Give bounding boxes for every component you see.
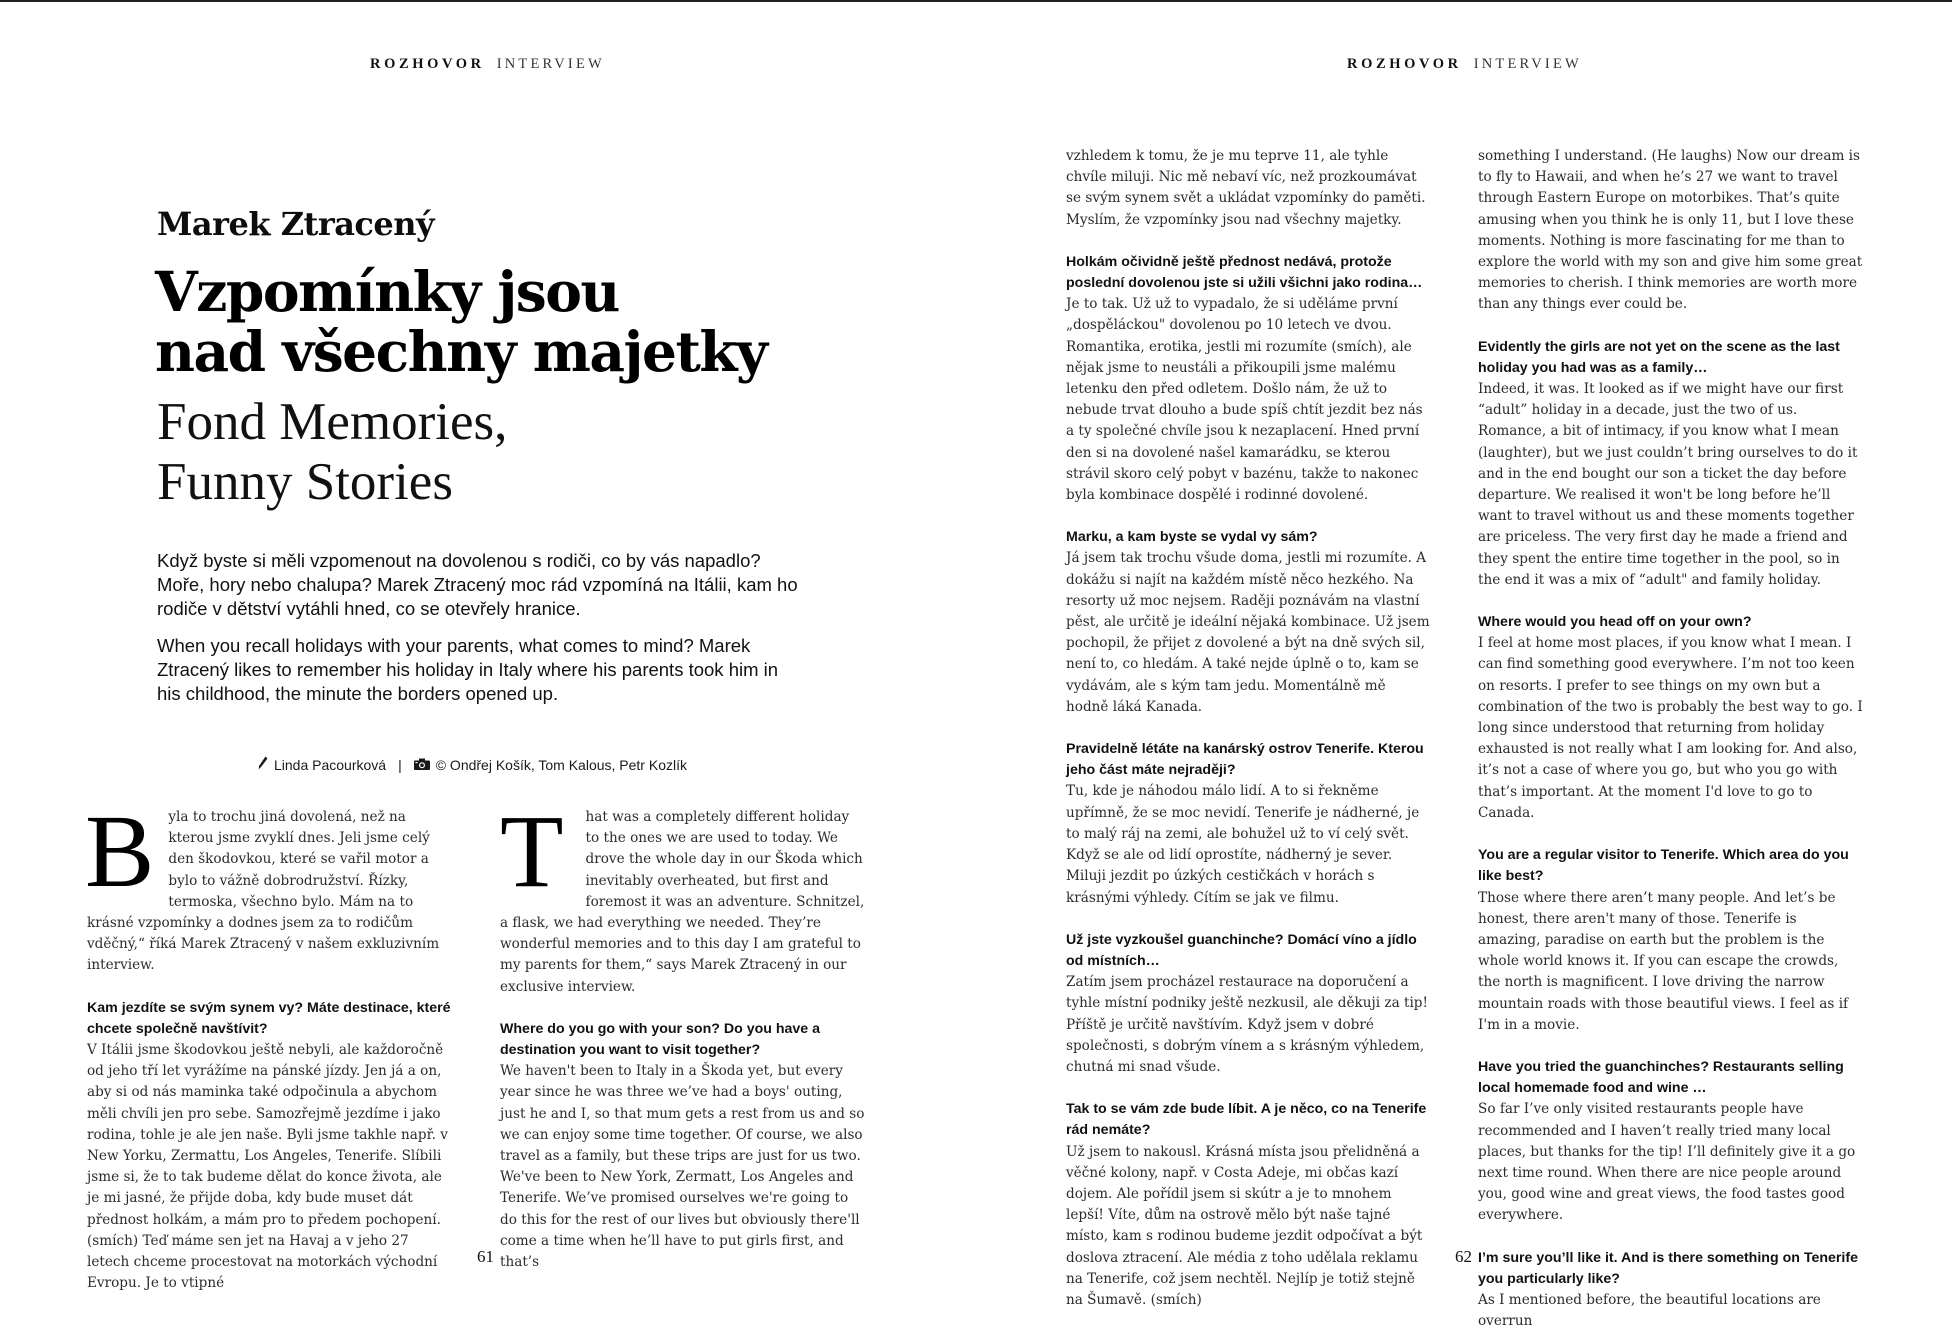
intro-czech: Když byste si měli vzpomenout na dovolenou s rodiči, co by vás napadlo? Moře, hory nebo chalupa? Marek Ztracený moc rád vzpomíná na Itálii, kam ho rodiče v dětství vytáhli hned, co se otevřely hranice. bbox=[157, 550, 798, 619]
camera-icon bbox=[414, 757, 430, 773]
drop-cap: B bbox=[85, 794, 155, 909]
intro-english: When you recall holidays with your parents, what comes to mind? Marek Ztracený likes to remember his holiday in Italy where his parents took him in his childhood, the minute the borders opened up. bbox=[157, 635, 779, 704]
interview-question: Pravidelně létáte na kanárský ostrov Tenerife. Kterou jeho část máte nejraději? bbox=[1066, 741, 1424, 779]
interview-question: Evidently the girls are not yet on the scene as the last holiday you had was as a family… bbox=[1478, 338, 1840, 376]
byline-separator: | bbox=[398, 756, 402, 773]
running-head-right bbox=[1347, 56, 1582, 73]
interview-answer: I feel at home most places, if you know what I mean. I can find something good everywhere. I’m not too keen on resorts. I prefer to see things on my own but a combination of the two is probably the best way to go. I long since understood that returning from holiday exhausted is not really what I am looking for. And also, it’s not a case of where you go, but who you go with that’s important. At the moment I'd love to go to Canada. bbox=[1478, 635, 1863, 821]
body-column-english-2 bbox=[1478, 146, 1863, 1332]
body-column-czech-1 bbox=[85, 794, 452, 1294]
page-number-right: 62 bbox=[1455, 1247, 1472, 1266]
interview-question: Where do you go with your son? Do you have a destination you want to visit together? bbox=[500, 1020, 821, 1059]
interview-question: Kam jezdíte se svým synem vy? Máte destinace, které chcete společně navštívit? bbox=[87, 999, 451, 1037]
interviewee-name: Marek Ztracený bbox=[157, 205, 435, 243]
interview-answer: V Itálii jsme škodovkou ještě nebyli, ale každoročně od jeho tří let vyrážíme na pánské jízdy. Jen já a on, aby si od nás maminka také odpočinula a abychom měli chvíli jen pro sebe. Samozřejmě jezdíme i jako rodina, tohle je ale jen naše. Byli jsme takhle např. v New Yorku, Zermattu, Los Angeles, Tenerife. Slíbili jsme si, že to tak budeme dělat do konce života, ale je mi jasné, že přijde doba, kdy bude muset dát přednost holkám, a mám pro to předem pochopení. (smích) Teď máme sen jet na Havaj a v jeho 27 letech chceme procestovat na motorkách východní Evropu. Je to vtipné bbox=[87, 1042, 448, 1292]
interview-question: You are a regular visitor to Tenerife. Which area do you like best? bbox=[1478, 847, 1849, 885]
interview-question: Have you tried the guanchinches? Restaurants selling local homemade food and wine … bbox=[1478, 1058, 1844, 1097]
interview-answer: As I mentioned before, the beautiful locations are overrun bbox=[1478, 1291, 1821, 1330]
headline-czech bbox=[155, 259, 767, 384]
pencil-icon bbox=[258, 756, 268, 773]
interview-answer: Už jsem to nakousl. Krásná místa jsou přelidněná a věčné kolony, např. v Costa Adeje, mi občas kazí dojem. Ale pořídil jsem si skútr a je to mnohem lepší! Víte, dům na ostrově mělo být naše tajné místo, kam s rodinou budeme jezdit odpočívat a být doslova ztracení. Ale média z toho udělala reklamu na Tenerife, což jsem nechtěl. Nejlíp je totiž stejně na Šumavě. (smích) bbox=[1066, 1143, 1423, 1308]
interview-question: Marku, a kam byste se vydal vy sám? bbox=[1066, 529, 1318, 546]
photo-credits: © Ondřej Košík, Tom Kalous, Petr Kozlík bbox=[435, 756, 687, 773]
section-label: ROZHOVOR bbox=[370, 56, 485, 72]
headline-line: Fond Memories, bbox=[157, 393, 508, 451]
author-name: Linda Pacourková bbox=[274, 756, 387, 773]
interview-answer: Je to tak. Už už to vypadalo, že si uděláme první „dospěláckou" dovolenou po 10 letech ve dvou. Romantika, erotika, jestli mi rozumíte (smích), ale nějak jsme to neustáli a přikoupili jsme malému letenku den před odletem. Došlo nám, že už to nebude trvat dlouho a bude spíš chtít jezdit bez nás a ty společné chvíle jsou k nezaplacení. Hned první den si na dovolené našel kamarádku, se kterou strávil skoro celý pobyt v bazénu, takže to nakonec byla kombinace dospělé i rodinné dovolené. bbox=[1066, 296, 1423, 504]
interview-question: Tak to se vám zde bude líbit. A je něco, co na Tenerife rád nemáte? bbox=[1066, 1101, 1427, 1139]
interview-answer: Those where there aren’t many people. And let’s be honest, there aren't many of those. Tenerife is amazing, paradise on earth but the problem is the whole world knows it. If you can escape the crowds, the north is magnificent. I love driving the narrow mountain roads with those beautiful views. I feel as if I'm in a movie. bbox=[1478, 889, 1849, 1033]
interview-question: I’m sure you’ll like it. And is there something on Tenerife you particularly like? bbox=[1478, 1249, 1858, 1287]
section-label-en: INTERVIEW bbox=[496, 56, 605, 72]
top-edge-rule bbox=[0, 0, 1952, 2]
body-column-english-1 bbox=[500, 794, 865, 1273]
headline-english bbox=[157, 392, 507, 512]
interview-answer: We haven't been to Italy in a Škoda yet, but every year since he was three we’ve had a boys' outing, just he and I, so that mum gets a rest from us and so we can enjoy some time together. Of course, we also travel as a family, but these trips are just for us two. We've been to New York, Zermatt, Los Angeles and Tenerife. We’ve promised ourselves we're going to do this for the rest of our lives but obviously there'll come a time when he’ll have to put girls first, and that’s bbox=[500, 1063, 865, 1271]
section-label-en: INTERVIEW bbox=[1473, 56, 1582, 72]
interview-question: Už jste vyzkoušel guanchinche? Domácí víno a jídlo od místních… bbox=[1066, 931, 1417, 969]
interview-answer: Tu, kde je náhodou málo lidí. A to si řekněme upřímně, že se moc nevidí. Tenerife je nádherné, je to malý ráj na zemi, ale bohužel už to ví celý svět. Když se ale od lidí oprostíte, nádherný je sever. Miluji jezdit po úzkých cestičkách v horách s krásnými výhledy. Cítím se jak ve filmu. bbox=[1066, 783, 1420, 906]
page-number-left: 61 bbox=[477, 1247, 494, 1266]
drop-cap: T bbox=[500, 794, 564, 909]
interview-answer: Já jsem tak trochu všude doma, jestli mi rozumíte. A dokážu si najít na každém místě něco hezkého. Na resorty už moc nejsem. Raději poznávám na vlastní pěst, ale určitě je ideální nějaká kombinace. Už jsem pochopil, že přijet z dovolené a být na dně svých sil, není to, co hledám. A také nejde úplně o to, kam se vydávám, ale s kým tam jedu. Momentálně mě hodně láká Kanada. bbox=[1066, 550, 1430, 715]
lead-paragraph: B yla to trochu jiná dovolená, než na kterou jsme zvyklí dnes. Jeli jsme celý den škodovkou, které se vařil motor a bylo to vážně dobrodružství. Řízky, termoska, všechno bylo. Mám na to krásné vzpomínky a dodnes jsem za to rodičům vděčný,“ říká Marek Ztracený v našem exkluzivním interview. bbox=[85, 794, 440, 974]
interview-answer: So far I’ve only visited restaurants people have recommended and I haven’t really tried many local places, but thanks for the tip! I’ll definitely give it a go next time round. When there are nice people around you, good wine and great views, the food tastes good everywhere. bbox=[1478, 1101, 1856, 1224]
byline bbox=[258, 756, 687, 773]
interview-answer: Zatím jsem procházel restaurace na doporučení a tyhle místní podniky ještě nezkusil, ale děkuji za tip! Příště je určitě navštívím. Když jsem v dobré společnosti, s dobrým vínem a s krásným výhledem, chutná mi snad všude. bbox=[1066, 974, 1428, 1075]
body-column-czech-2 bbox=[1066, 146, 1431, 1311]
section-label: ROZHOVOR bbox=[1347, 56, 1462, 72]
running-head-left bbox=[370, 56, 605, 73]
interview-question: Where would you head off on your own? bbox=[1478, 614, 1752, 631]
lead-paragraph: T hat was a completely different holiday to the ones we are used to today. We drove the whole day in our Škoda which inevitably overheated, but first and foremost it was an adventure. Schnitzel, a flask, we had everything we needed. They’re wonderful memories and to this day I am grateful to my parents for them,“ says Marek Ztracený in our exclusive interview. bbox=[500, 794, 865, 995]
headline-line: nad všechny majetky bbox=[155, 319, 767, 384]
headline-line: Vzpomínky jsou bbox=[155, 259, 619, 324]
headline-line: Funny Stories bbox=[157, 453, 453, 511]
interview-question: Holkám očividně ještě přednost nedává, protože poslední dovolenou jste si užili všichni jako rodina… bbox=[1066, 253, 1423, 292]
interview-answer: something I understand. (He laughs) Now our dream is to fly to Hawaii, and when he’s 27 we want to travel through Eastern Europe on motorbikes. That’s quite amusing when you think he is only 11, but I love these moments. Nothing is more fascinating for me than to explore the world with my son and give him some great memories to cherish. I think memories are worth more than any things ever could be. bbox=[1478, 148, 1863, 313]
interview-answer: vzhledem k tomu, že je mu teprve 11, ale tyhle chvíle miluji. Nic mě nebaví víc, než prozkoumávat se svým synem svět a ukládat vzpomínky do paměti. Myslím, že vzpomínky jsou nad všechny majetky. bbox=[1066, 148, 1426, 228]
interview-answer: Indeed, it was. It looked as if we might have our first “adult” holiday in a decade, just the two of us. Romance, a bit of intimacy, if you know what I mean (laughter), but we just couldn’t bring ourselves to do it and in the end bought our son a ticket the day before departure. We realised it won't be long before he’ll want to travel without us and these moments together are priceless. The very first day he made a friend and they spent the entire time together in the pool, so in the end it was a mix of “adult" and family holiday. bbox=[1478, 381, 1858, 588]
